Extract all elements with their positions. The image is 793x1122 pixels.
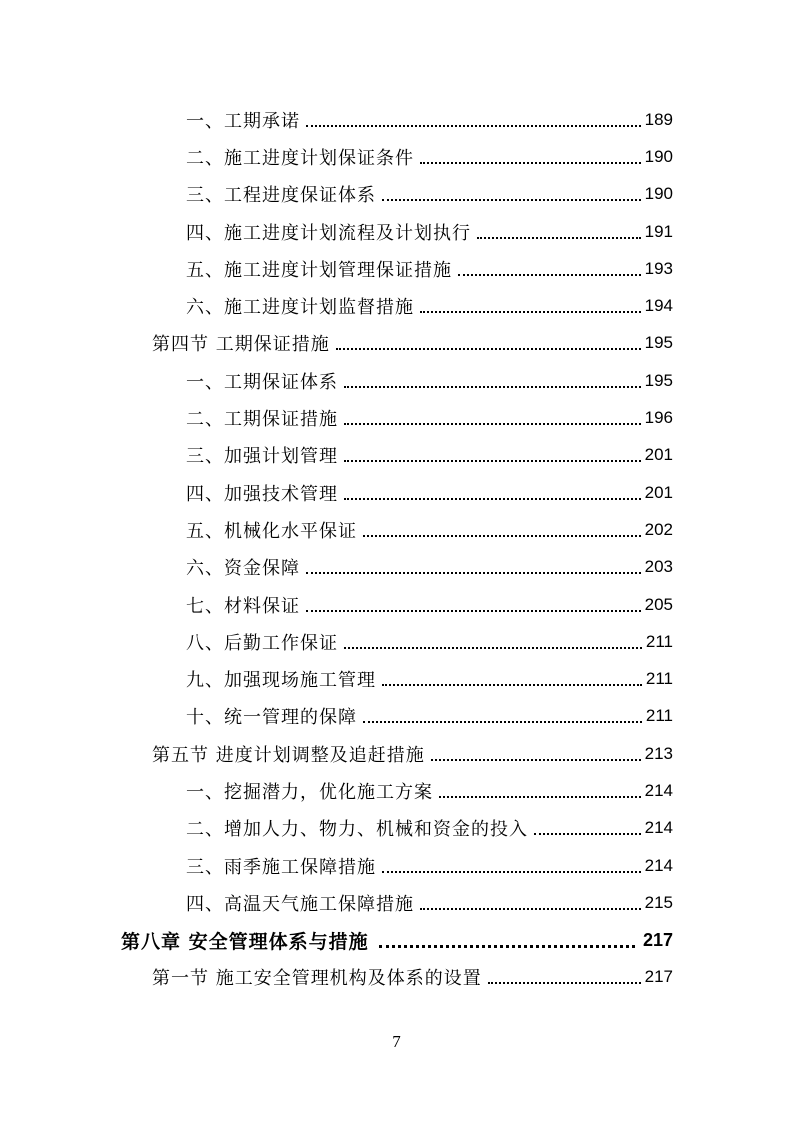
toc-entry-item[interactable] bbox=[0, 250, 673, 287]
toc-entry-page-number: 195 bbox=[644, 333, 673, 353]
toc-entry-page-number: 189 bbox=[644, 109, 673, 129]
dot-leader bbox=[431, 741, 641, 761]
dot-leader bbox=[488, 964, 641, 984]
toc-entry-item[interactable] bbox=[0, 213, 673, 250]
toc-entry-section[interactable] bbox=[0, 959, 673, 996]
toc-entry-title: 三、雨季施工保障措施 bbox=[186, 853, 380, 879]
toc-entry-title: 六、施工进度计划监督措施 bbox=[186, 293, 418, 319]
dot-leader bbox=[344, 368, 641, 388]
toc-entry-page-number: 196 bbox=[644, 408, 673, 428]
toc-entry-title: 四、加强技术管理 bbox=[186, 480, 342, 506]
toc-entry-page-number: 190 bbox=[644, 184, 673, 204]
toc-entry-page-number: 201 bbox=[644, 482, 673, 502]
toc-entry-section[interactable] bbox=[0, 735, 673, 772]
toc-entry-title: 六、资金保障 bbox=[186, 554, 304, 580]
toc-entry-title: 一、工期承诺 bbox=[186, 107, 304, 133]
toc-entry-page-number: 211 bbox=[645, 631, 673, 651]
toc-entry-item[interactable] bbox=[0, 437, 673, 474]
toc-entry-title: 五、施工进度计划管理保证措施 bbox=[186, 256, 456, 282]
toc-entry-chapter[interactable] bbox=[0, 922, 673, 959]
toc-entry-page-number: 217 bbox=[642, 929, 673, 950]
toc-entry-page-number: 215 bbox=[644, 892, 673, 912]
toc-entry-page-number: 194 bbox=[644, 296, 673, 316]
table-of-contents bbox=[0, 101, 793, 996]
toc-entry-title: 第五节 进度计划调整及追赶措施 bbox=[152, 741, 429, 767]
dot-leader bbox=[306, 107, 641, 127]
toc-entry-item[interactable] bbox=[0, 810, 673, 847]
toc-entry-item[interactable] bbox=[0, 660, 673, 697]
dot-leader bbox=[420, 890, 641, 910]
dot-leader bbox=[379, 927, 635, 948]
dot-leader bbox=[344, 405, 641, 425]
toc-entry-page-number: 211 bbox=[645, 669, 673, 689]
dot-leader bbox=[477, 219, 641, 239]
toc-entry-title: 一、工期保证体系 bbox=[186, 368, 342, 394]
dot-leader bbox=[344, 480, 641, 500]
dot-leader bbox=[306, 592, 641, 612]
toc-entry-title: 九、加强现场施工管理 bbox=[186, 666, 380, 692]
dot-leader bbox=[363, 703, 642, 723]
toc-entry-item[interactable] bbox=[0, 511, 673, 548]
page-number: 7 bbox=[392, 1032, 401, 1051]
toc-entry-item[interactable] bbox=[0, 287, 673, 324]
toc-entry-item[interactable] bbox=[0, 847, 673, 884]
dot-leader bbox=[344, 629, 642, 649]
toc-entry-item[interactable] bbox=[0, 474, 673, 511]
toc-entry-page-number: 214 bbox=[644, 818, 673, 838]
dot-leader bbox=[420, 144, 641, 164]
toc-entry-item[interactable] bbox=[0, 549, 673, 586]
dot-leader bbox=[382, 666, 642, 686]
toc-entry-page-number: 214 bbox=[644, 855, 673, 875]
toc-entry-item[interactable] bbox=[0, 586, 673, 623]
toc-entry-title: 四、施工进度计划流程及计划执行 bbox=[186, 219, 475, 245]
toc-entry-item[interactable] bbox=[0, 362, 673, 399]
toc-entry-item[interactable] bbox=[0, 101, 673, 138]
toc-entry-item[interactable] bbox=[0, 772, 673, 809]
toc-entry-section[interactable] bbox=[0, 325, 673, 362]
dot-leader bbox=[382, 853, 641, 873]
toc-entry-title: 七、材料保证 bbox=[186, 592, 304, 618]
toc-entry-item[interactable] bbox=[0, 176, 673, 213]
dot-leader bbox=[382, 181, 641, 201]
toc-entry-page-number: 217 bbox=[644, 967, 673, 987]
toc-entry-title: 第八章 安全管理体系与措施 bbox=[121, 927, 373, 954]
toc-entry-title: 二、工期保证措施 bbox=[186, 405, 342, 431]
toc-entry-page-number: 213 bbox=[644, 743, 673, 763]
toc-entry-item[interactable] bbox=[0, 399, 673, 436]
toc-entry-title: 八、后勤工作保证 bbox=[186, 629, 342, 655]
toc-entry-page-number: 201 bbox=[644, 445, 673, 465]
toc-entry-page-number: 191 bbox=[644, 221, 673, 241]
toc-entry-title: 十、统一管理的保障 bbox=[186, 703, 361, 729]
toc-entry-item[interactable] bbox=[0, 698, 673, 735]
toc-entry-title: 第四节 工期保证措施 bbox=[152, 330, 334, 356]
dot-leader bbox=[458, 256, 641, 276]
toc-entry-title: 一、挖掘潜力，优化施工方案 bbox=[186, 778, 437, 804]
toc-entry-page-number: 193 bbox=[644, 258, 673, 278]
toc-entry-title: 三、工程进度保证体系 bbox=[186, 181, 380, 207]
toc-entry-title: 二、施工进度计划保证条件 bbox=[186, 144, 418, 170]
toc-entry-title: 三、加强计划管理 bbox=[186, 442, 342, 468]
toc-entry-title: 第一节 施工安全管理机构及体系的设置 bbox=[152, 964, 486, 990]
toc-entry-page-number: 203 bbox=[644, 557, 673, 577]
toc-entry-page-number: 195 bbox=[644, 370, 673, 390]
toc-entry-page-number: 190 bbox=[644, 146, 673, 166]
dot-leader bbox=[420, 293, 641, 313]
dot-leader bbox=[534, 815, 641, 835]
toc-entry-page-number: 211 bbox=[645, 706, 673, 726]
dot-leader bbox=[439, 778, 641, 798]
dot-leader bbox=[306, 554, 641, 574]
toc-entry-page-number: 205 bbox=[644, 594, 673, 614]
toc-entry-title: 二、增加人力、物力、机械和资金的投入 bbox=[186, 815, 532, 841]
toc-entry-page-number: 202 bbox=[644, 519, 673, 539]
toc-entry-title: 四、高温天气施工保障措施 bbox=[186, 890, 418, 916]
dot-leader bbox=[363, 517, 641, 537]
dot-leader bbox=[344, 442, 641, 462]
dot-leader bbox=[336, 330, 641, 350]
toc-entry-item[interactable] bbox=[0, 138, 673, 175]
toc-entry-item[interactable] bbox=[0, 884, 673, 921]
toc-entry-page-number: 214 bbox=[644, 780, 673, 800]
toc-entry-item[interactable] bbox=[0, 623, 673, 660]
toc-entry-title: 五、机械化水平保证 bbox=[186, 517, 361, 543]
